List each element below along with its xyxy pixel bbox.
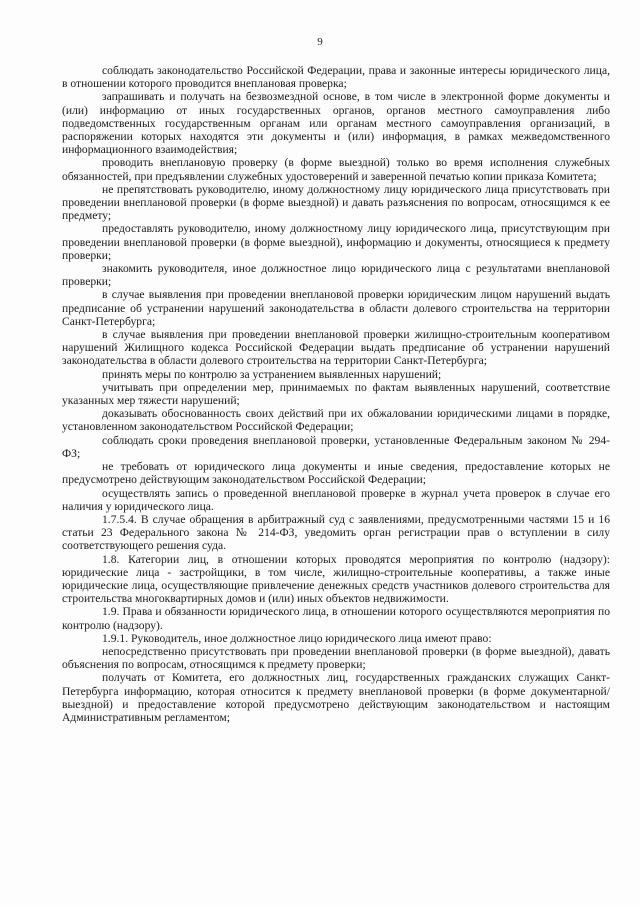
paragraph: непосредственно присутствовать при проведении внеплановой проверки (в форме выездной), давать объяснения по вопросам, относящимся к предмету проверки;	[62, 644, 610, 672]
paragraph: в случае выявления при проведении внеплановой проверки жилищно-строительным кооперативом нарушений Жилищного кодекса Российской Федерации выдать предписание об устранении нарушений законодательства в области долевого строительства на территории Санкт-Петербурга;	[62, 328, 610, 368]
page-number: 9	[317, 36, 323, 48]
paragraph: в случае выявления при проведении внеплановой проверки юридическим лицом нарушений выдать предписание об устранении нарушений законодательства в области долевого строительства на территории Санкт-Петербурга;	[62, 288, 610, 328]
paragraph: 1.9. Права и обязанности юридического лица, в отношении которого осуществляются мероприятия по контролю (надзору).	[62, 605, 610, 632]
paragraph: осуществлять запись о проведенной внеплановой проверке в журнал учета проверок в случае его наличия у юридического лица.	[62, 486, 610, 513]
paragraph: не требовать от юридического лица документы и иные сведения, предоставление которых не предусмотрено действующим законодательством Российской Федерации;	[62, 460, 610, 487]
paragraph: проводить внеплановую проверку (в форме выездной) только во время исполнения служебных обязанностей, при предъявлении служебных удостоверений и заверенной печатью копии приказа Комитета;	[62, 156, 610, 183]
paragraph: не препятствовать руководителю, иному должностному лицу юридического лица присутствовать при проведении внеплановой проверки (в форме выездной) и давать разъяснения по вопросам, относящимся к ее предмету;	[62, 182, 610, 223]
paragraph: знакомить руководителя, иное должностное лицо юридического лица с результатами внеплановой проверки;	[62, 262, 610, 289]
paragraph: получать от Комитета, его должностных лиц, государственных гражданских служащих Санкт-Петербурга информацию, которая относится к предмету внеплановой проверки (в форме документарной/выездной) и предоставление которой предусмотрено действующим законодательством и настоящим Административным регламентом;	[62, 671, 610, 724]
paragraph: 1.8. Категории лиц, в отношении которых проводятся мероприятия по контролю (надзору): юридические лица - застройщики, в том числе, жилищно-строительные кооперативы, а также иные юридические лица, осуществляющие привлечение денежных средств участников долевого строительства для строительства многоквартирных домов и (или) иных объектов недвижимости.	[62, 552, 610, 606]
paragraph: предоставлять руководителю, иному должностному лицу юридического лица, присутствующим при проведении внеплановой проверки (в форме выездной), информацию и документы, относящиеся к предмету проверки;	[62, 222, 610, 262]
paragraph: 1.7.5.4. В случае обращения в арбитражный суд с заявлениями, предусмотренными частями 15 и 16 статьи 23 Федерального закона № 214-ФЗ, уведомить орган регистрации прав о вступлении в силу соответствующего решения суда.	[62, 512, 610, 553]
paragraph: соблюдать сроки проведения внеплановой проверки, установленные Федеральным законом № 294-ФЗ;	[62, 433, 610, 460]
paragraph: принять меры по контролю за устранением выявленных нарушений;	[102, 367, 442, 381]
paragraph: запрашивать и получать на безвозмездной основе, в том числе в электронной форме документы и (или) информацию от иных государственных органов, органов местного самоуправления либо подведомственных государственным органам или органам местного самоуправления организаций, в распоряжении которых находятся эти документы и (или) информация, в рамках межведомственного информационного взаимодействия;	[62, 90, 610, 157]
paragraph: соблюдать законодательство Российской Федерации, права и законные интересы юридического лица, в отношении которого проводится внеплановая проверка;	[62, 64, 610, 91]
paragraph: доказывать обоснованность своих действий при их обжаловании юридическими лицами в порядке, установленном законодательством Российской Федерации;	[62, 407, 610, 434]
paragraph: учитывать при определении мер, принимаемых по фактам выявленных нарушений, соответствие указанных мер тяжести нарушений;	[62, 380, 610, 408]
paragraph: 1.9.1. Руководитель, иное должностное лицо юридического лица имеют право:	[102, 631, 492, 645]
document-body	[62, 64, 610, 724]
